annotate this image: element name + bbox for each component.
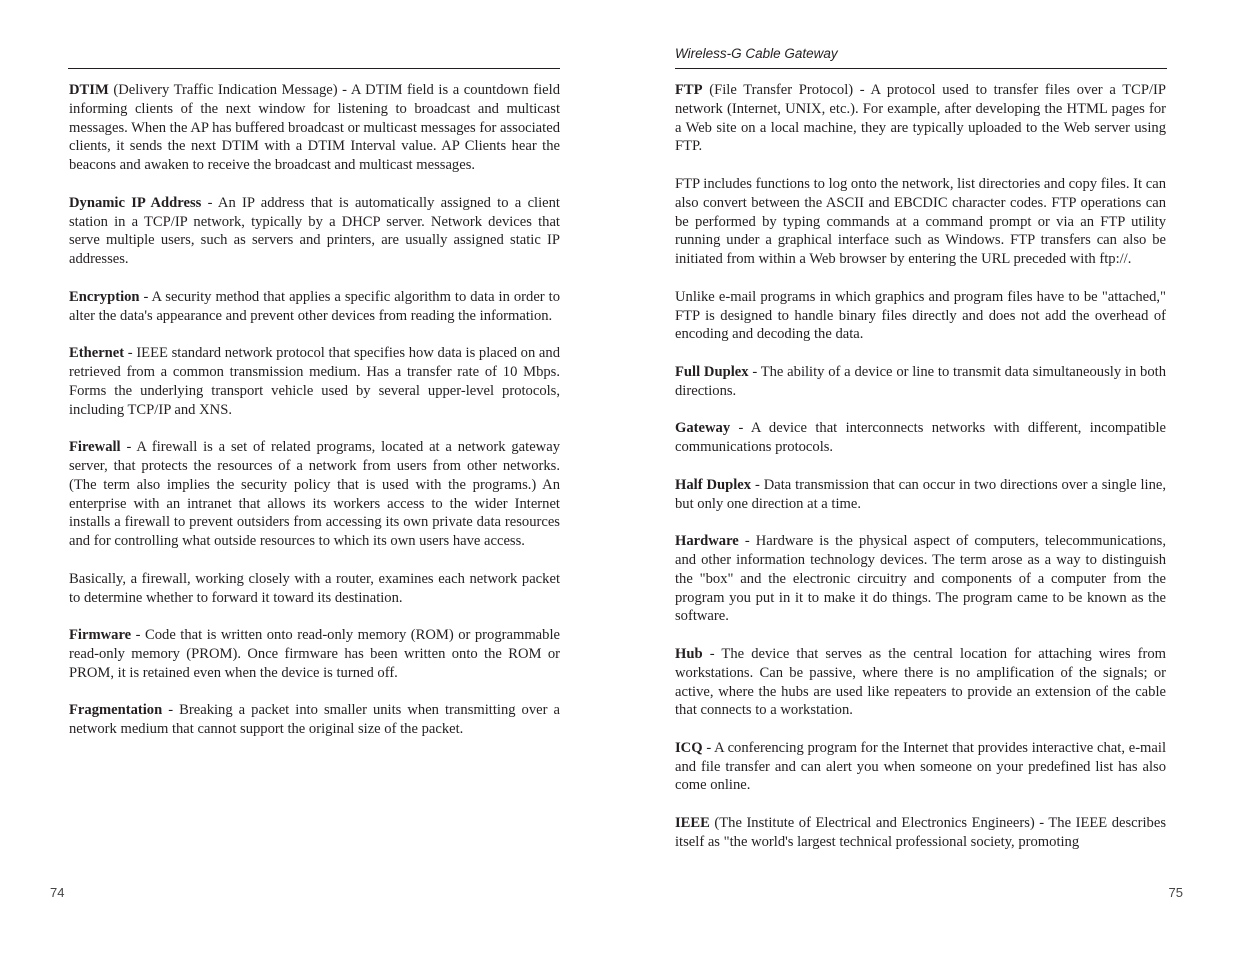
glossary-entry-half-duplex	[675, 476, 1166, 514]
glossary-definition: - IEEE standard network protocol that specifies how data is placed on and retrieved from a common transmission medium. Has a transfer rate of 10 Mbps. Forms the underlying transport vehicle used by several upper-level protocols, including TCP/IP and XNS.	[69, 345, 560, 418]
glossary-definition: - Code that is written onto read-only memory (ROM) or programmable read-only memory (PROM). Once firmware has been written onto the ROM or PROM, it is retained even when the device is turned off.	[69, 627, 560, 681]
glossary-entry-hardware	[675, 532, 1166, 626]
glossary-paragraph-ftp-functions	[675, 175, 1166, 269]
glossary-definition: FTP includes functions to log onto the network, list directories and copy files. It can also convert between the ASCII and EBCDIC character codes. FTP operations can be performed by typing commands at a command prompt or via an FTP utility running under a graphical interface such as Windows. FTP transfers can also be initiated from within a Web browser by entering the URL preceded with ftp://.	[675, 175, 1166, 268]
glossary-definition: - The device that serves as the central location for attaching wires from workstations. Can be passive, where there is no amplification of the signals; or active, where the hubs are used like repeaters to provide an extension of the cable that connects to a workstation.	[675, 645, 1166, 719]
glossary-term: Full Duplex	[675, 363, 749, 380]
page-number: 74	[50, 885, 65, 900]
glossary-definition: - Data transmission that can occur in two directions over a single line, but only one direction at a time.	[675, 476, 1166, 512]
right-page	[617, 0, 1235, 954]
glossary-entry-gateway	[675, 419, 1166, 457]
glossary-term: Dynamic IP Address	[69, 194, 202, 211]
glossary-entry-icq	[675, 739, 1166, 795]
header-rule	[68, 68, 560, 69]
glossary-entry-encryption	[69, 288, 560, 326]
glossary-paragraph-firewall-continued	[69, 570, 560, 608]
glossary-term: Hub	[675, 645, 703, 662]
glossary-definition: - Breaking a packet into smaller units when transmitting over a network medium that cannot support the original size of the packet.	[69, 702, 560, 738]
glossary-definition: - A firewall is a set of related programs, located at a network gateway server, that protects the resources of a network from users from other networks. (The term also implies the security policy that is used with the programs.) An enterprise with an intranet that allows its workers access to the wider Internet installs a firewall to prevent outsiders from accessing its own private data resources and for controlling what outside resources to which its own users have access.	[69, 439, 560, 550]
glossary-entry-full-duplex	[675, 363, 1166, 401]
glossary-entry-ieee	[675, 814, 1166, 852]
glossary-definition: - A conferencing program for the Internet that provides interactive chat, e-mail and file transfer and can alert you when someone on your predefined list has also come online.	[675, 739, 1166, 794]
glossary-entry-fragmentation	[69, 701, 560, 739]
glossary-entry-dtim	[69, 81, 560, 175]
left-page	[0, 0, 617, 954]
glossary-definition: - A security method that applies a specific algorithm to data in order to alter the data's appearance and prevent other devices from reading the information.	[69, 288, 560, 324]
glossary-term: Fragmentation	[69, 702, 163, 719]
glossary-entry-hub	[675, 645, 1166, 720]
glossary-entry-ftp	[675, 81, 1166, 156]
header-rule	[675, 68, 1167, 69]
glossary-column	[69, 81, 560, 758]
glossary-term: Half Duplex	[675, 476, 752, 493]
glossary-definition: - Hardware is the physical aspect of computers, telecommunications, and other information technology devices. The term arose as a way to distinguish the "box" and the electronic circuitry and components of a computer from the program you put in it to make it do things. The program came to be known as the software.	[675, 533, 1166, 625]
glossary-column	[675, 81, 1166, 870]
glossary-entry-ethernet	[69, 344, 560, 419]
glossary-definition: Unlike e-mail programs in which graphics and program files have to be "attached," FTP is designed to handle binary files directly and does not add the overhead of encoding and decoding the data.	[675, 288, 1166, 343]
glossary-definition: - An IP address that is automatically assigned to a client station in a TCP/IP network, typically by a DHCP server. Network devices that serve multiple users, such as servers and printers, are usually assigned static IP addresses.	[69, 194, 560, 268]
glossary-definition: - The ability of a device or line to transmit data simultaneously in both directions.	[675, 363, 1167, 399]
glossary-term: ICQ	[675, 739, 703, 756]
glossary-term: Encryption	[69, 288, 140, 305]
glossary-definition: (File Transfer Protocol) - A protocol used to transfer files over a TCP/IP network (Internet, UNIX, etc.). For example, after developing the HTML pages for a Web site on a local machine, they are typically uploaded to the Web server using FTP.	[675, 82, 1166, 155]
glossary-term: Ethernet	[69, 345, 125, 362]
glossary-definition: - A device that interconnects networks with different, incompatible communications protocols.	[675, 420, 1166, 456]
glossary-entry-firmware	[69, 626, 560, 682]
glossary-term: Gateway	[675, 420, 731, 437]
glossary-term: DTIM	[69, 82, 109, 98]
running-header: Wireless-G Cable Gateway	[675, 46, 838, 61]
glossary-entry-dynamic-ip-address	[69, 194, 560, 269]
glossary-definition: (The Institute of Electrical and Electronics Engineers) - The IEEE describes itself as "the world's largest technical professional society, promoting	[675, 815, 1166, 850]
glossary-definition: Basically, a firewall, working closely with a router, examines each network packet to determine whether to forward it toward its destination.	[69, 570, 560, 606]
glossary-entry-firewall	[69, 438, 560, 551]
glossary-definition: (Delivery Traffic Indication Message) - A DTIM field is a countdown field informing clients of the next window for listening to broadcast and multicast messages. When the AP has buffered broadcast or multicast messages for associated clients, it sends the next DTIM with a DTIM Interval value. AP Clients hear the beacons and awaken to receive the broadcast and multicast messages.	[69, 82, 560, 174]
glossary-term: Firmware	[69, 627, 132, 644]
glossary-term: Firewall	[69, 439, 121, 456]
page-number: 75	[1168, 885, 1183, 900]
glossary-term: IEEE	[675, 815, 710, 832]
glossary-paragraph-ftp-binary	[675, 288, 1166, 344]
glossary-term: FTP	[675, 82, 703, 98]
glossary-term: Hardware	[675, 533, 739, 550]
